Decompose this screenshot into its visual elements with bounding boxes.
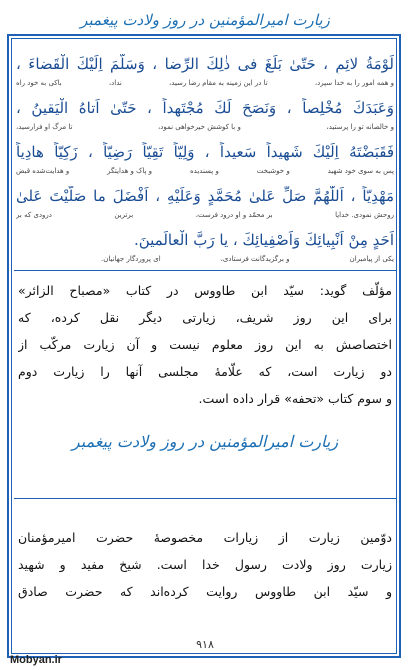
translation-segment: و هدایت‌شده قبض [16,167,70,175]
translation-line-1 [16,76,394,90]
arabic-line-1: لَوْمَةُ لائِمٍ ، حَتّیٰ بَلَغَ فی ذٰلِكَ الرِّضا ، وَسَلَّمَ اِلَيْكَ الْقَضاءَ ، [16,55,394,73]
note-line: مؤلّف گوید: سیّد ابن طاووس در کتاب «مصباح الزائر» [18,283,392,298]
note-line: و سوم کتاب «تحفه» قرار داده است. [198,391,392,406]
page-header-title: زیارت امیرالمؤمنین در روز ولادت پیغمبر [80,11,330,29]
arabic-line-3: فَقَبَضْتَهُ اِلَيْكَ شَهيداً سَعيداً ، وَلِيّاً تَقِيّاً رَضِيّاً ، زَكِيّاً هادِياً [16,143,394,161]
translation-segment: برترین [114,211,134,219]
translation-line-5 [16,252,394,266]
author-note [18,277,392,412]
arabic-line-4: مَهْدِيّاً ، اَللّٰهُمَّ صَلِّ عَلیٰ مُحَمَّدٍ وَعَلَيْهِ ، اَفْضَلَ ما صَلَّيْتَ عَلیٰ [16,187,394,205]
note-line: برای این روز شریف، زیارتی دیگر نقل کرده، که [18,310,392,325]
arabic-line-5: اَحَدٍ مِنْ اَنْبِيائِكَ وَاَصْفِيائِكَ ، يا رَبَّ الْعالَمينَ. [133,231,394,249]
section-divider [14,270,396,271]
translation-segment: روحش نمودی. خدایا [335,211,394,219]
translation-segment: بر محمّد و او درود فرست، [195,211,273,219]
site-watermark[interactable]: Mobyan.ir [10,654,62,666]
section-line: زیارت روز ولادت رسول خدا است. شیخ مفید و شهید [18,557,392,572]
section-line: و سیّد ابن طاووس روایت کرده‌اند که حضرت صادق [18,584,392,599]
translation-segment: و خالصانه تو را پرستید، [326,123,394,131]
translation-segment: پس به سوی خود شهید [327,167,394,175]
arabic-line-2: وَعَبَدَكَ مُخْلِصاً ، وَنَصَحَ لَكَ مُجْتَهِداً ، حَتّیٰ اَتاهُ الْيَقينُ ، [16,99,394,117]
translation-segment: درودی که بر [16,211,52,219]
translation-segment: و پسندیده [189,167,219,175]
page-number: ۹۱۸ [196,638,214,651]
section-heading: زیارت امیرالمؤمنین در روز ولادت پیغمبر [71,432,339,451]
translation-segment: باکی به خود راه [16,79,62,87]
translation-line-2 [16,120,394,134]
translation-segment: یکی از پیامبران [349,255,394,263]
translation-line-4 [16,208,394,222]
translation-line-3 [16,164,394,178]
section-divider [14,498,396,499]
translation-segment: و با کوشش خیرخواهی نمود، [158,123,241,131]
translation-segment: و همه امور را به خدا سپرد، [314,79,394,87]
translation-segment: و خوشبخت [256,167,290,175]
translation-segment: ای پروردگار جهانیان. [100,255,161,263]
note-line: دو زیارت است، که علّامهٔ مجلسی آنها را زیارت دوم [18,364,392,379]
section-line: دوّمین زیارت از زیارات مخصوصهٔ حضرت امیرمؤمنان [18,530,392,545]
translation-segment: و پاک و هدایتگر [107,167,153,175]
section-body [18,524,392,605]
translation-segment: نداد، [108,79,122,87]
translation-segment: تا در این زمینه به مقام رضا رسید، [169,79,268,87]
translation-segment: و برگزیدگانت فرستادی، [220,255,290,263]
translation-segment: تا مرگ او فرارسید، [16,123,73,131]
note-line: اختصاصش به این روز معلوم نیست و آن زیارت مرکّب از [18,337,392,352]
